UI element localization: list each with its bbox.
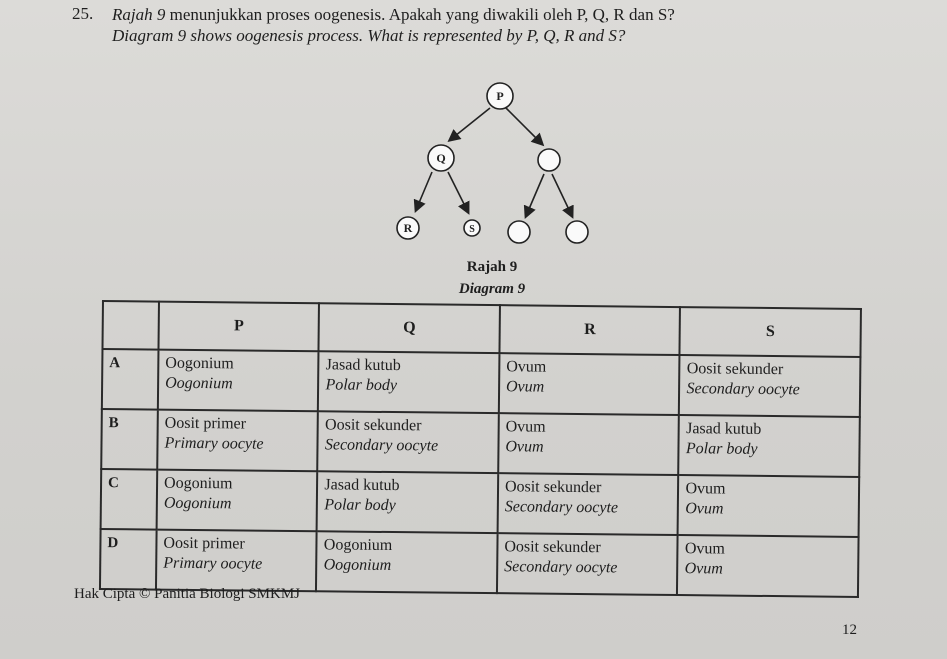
cell-en: Primary oocyte [164, 434, 264, 453]
arrow-right-left [526, 174, 544, 216]
node-unlabeled-bottom-left [508, 221, 530, 243]
cell-en: Oogonium [165, 374, 233, 393]
cell-ms: Oosit primer [163, 534, 245, 553]
arrow-q-r [416, 172, 432, 210]
table-cell [158, 350, 319, 412]
header-empty [102, 301, 158, 350]
question-text-ms [112, 4, 752, 25]
node-s-label: S [469, 224, 475, 235]
table-cell [498, 473, 679, 535]
question-number: 25. [72, 4, 94, 23]
copyright-footer: Hak Cipta © Panitia Biologi SMKMJ [74, 586, 300, 602]
cell-en: Oogonium [323, 556, 392, 575]
cell-ms: Ovum [685, 480, 726, 498]
node-unlabeled-bottom-right [566, 221, 588, 243]
header-s: S [680, 307, 861, 357]
cell-en: Polar body [324, 496, 396, 515]
option-label: C [101, 469, 158, 530]
cell-en: Ovum [505, 378, 545, 396]
diagram-caption-en: Diagram 9 [458, 281, 526, 297]
table-cell [318, 411, 499, 473]
cell-ms: Oosit primer [164, 414, 247, 433]
table-cell [679, 355, 860, 417]
cell-ms: Oosit sekunder [504, 538, 601, 557]
arrow-p-q [450, 108, 490, 140]
cell-en: Ovum [684, 560, 723, 578]
cell-ms: Jasad kutub [686, 420, 762, 438]
option-row-c[interactable] [101, 469, 860, 537]
cell-en: Secondary oocyte [504, 498, 619, 517]
cell-en: Secondary oocyte [324, 436, 439, 455]
option-label: A [102, 349, 159, 410]
cell-ms: Oogonium [163, 474, 233, 493]
cell-en: Polar body [325, 376, 398, 395]
oogenesis-diagram [380, 78, 600, 253]
node-q-label: Q [436, 151, 446, 165]
cell-en: Oogonium [163, 494, 232, 513]
cell-en: Secondary oocyte [504, 558, 618, 577]
table-cell [499, 353, 680, 415]
table-cell [156, 530, 317, 592]
question-text-ms-emphasis: Rajah 9 [112, 5, 166, 24]
cell-ms: Oogonium [323, 536, 393, 555]
table-cell [678, 475, 859, 537]
table-cell [317, 471, 498, 533]
cell-en: Ovum [685, 500, 724, 518]
cell-en: Primary oocyte [163, 554, 263, 573]
cell-ms: Oosit sekunder [686, 360, 784, 379]
header-p: P [158, 302, 319, 352]
cell-ms: Ovum [505, 418, 546, 436]
question-text [112, 4, 752, 46]
cell-ms: Ovum [684, 540, 725, 558]
cell-ms: Jasad kutub [325, 356, 401, 375]
diagram-caption-ms: Rajah 9 [466, 259, 518, 275]
arrow-right-right [552, 174, 572, 216]
node-p-label: P [496, 89, 504, 103]
table-cell [316, 531, 497, 593]
header-r: R [499, 305, 680, 355]
arrow-q-s [448, 172, 468, 212]
cell-ms: Jasad kutub [324, 476, 400, 495]
option-label: B [101, 409, 158, 470]
option-row-a[interactable] [102, 349, 861, 417]
table-cell [677, 535, 858, 597]
header-q: Q [319, 303, 500, 353]
table-cell [498, 413, 679, 475]
question-text-ms-rest: menunjukkan proses oogenesis. Apakah yang diwakili oleh P, Q, R dan S? [165, 5, 675, 24]
cell-en: Ovum [505, 438, 544, 456]
answer-options-table [99, 300, 862, 598]
table-cell [497, 533, 678, 595]
table-header-row [102, 301, 860, 357]
node-r-label: R [403, 221, 413, 235]
cell-en: Secondary oocyte [686, 380, 800, 399]
node-unlabeled-top [538, 149, 560, 171]
table-cell [679, 415, 860, 477]
cell-ms: Oosit sekunder [504, 478, 602, 497]
page-number: 12 [842, 622, 857, 638]
cell-en: Polar body [685, 440, 758, 458]
table-cell [157, 410, 318, 472]
cell-ms: Ovum [506, 358, 547, 376]
option-row-b[interactable] [101, 409, 860, 477]
cell-ms: Oosit sekunder [325, 416, 422, 435]
option-label: D [100, 529, 157, 590]
cell-ms: Oogonium [165, 354, 234, 373]
question-text-en: Diagram 9 shows oogenesis process. What is represented by P, Q, R and S? [112, 26, 626, 45]
arrow-p-right [506, 108, 542, 144]
table-cell [157, 470, 318, 532]
table-cell [318, 351, 499, 413]
